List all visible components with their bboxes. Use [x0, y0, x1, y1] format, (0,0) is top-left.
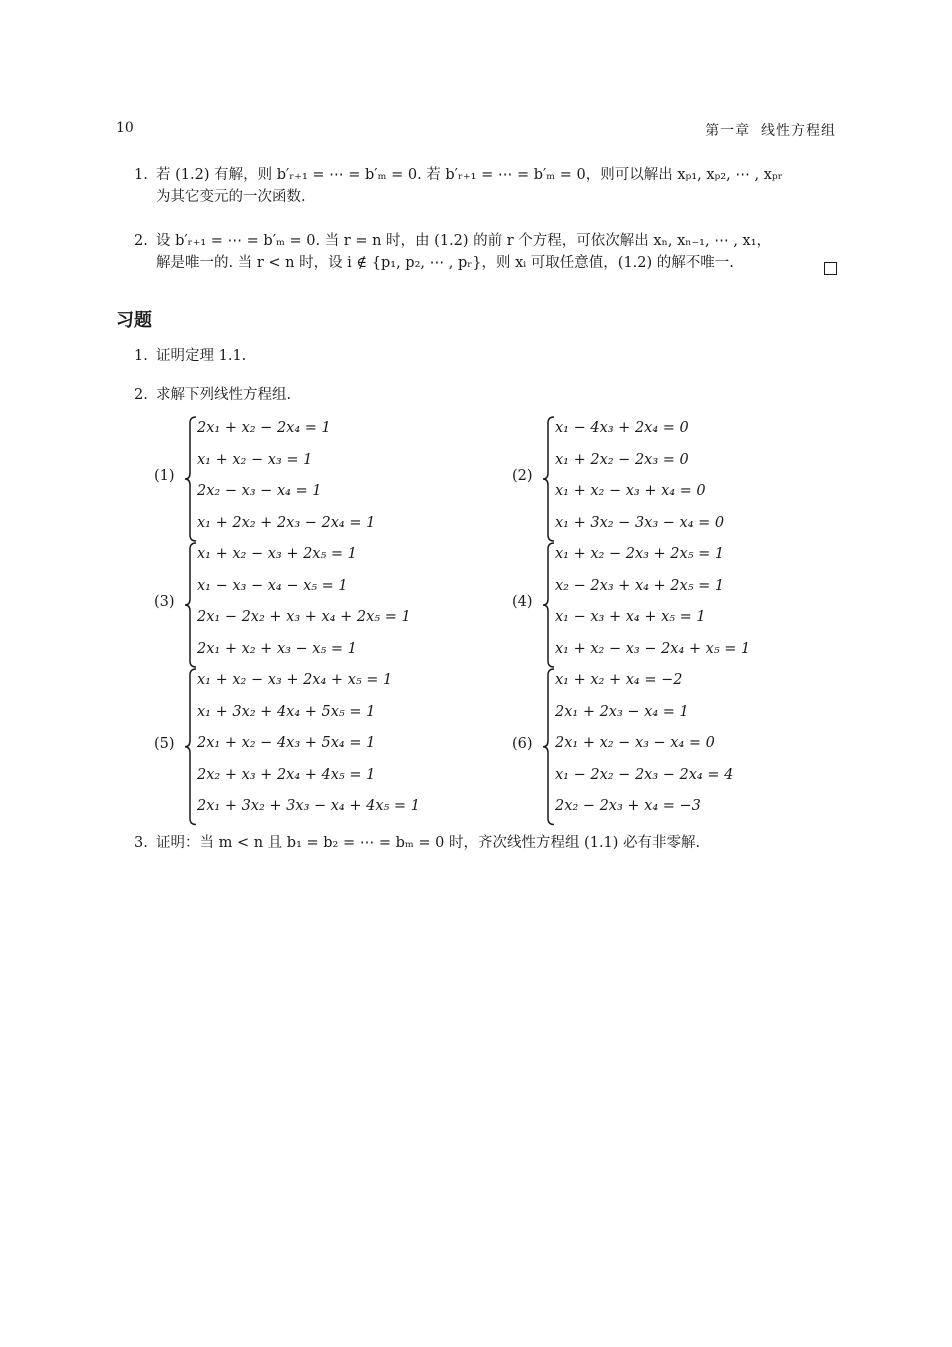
- equation: 2x₂ − x₃ − x₄ = 1: [197, 483, 322, 499]
- system-label: (2): [512, 468, 533, 484]
- equation: 2x₁ + x₂ − 2x₄ = 1: [197, 420, 331, 436]
- proof-item-2: [134, 230, 771, 274]
- system-label: (4): [512, 594, 533, 610]
- equation: x₁ + 3x₂ + 4x₄ + 5x₅ = 1: [197, 703, 376, 720]
- equation: x₁ − x₃ + x₄ + x₅ = 1: [555, 609, 706, 625]
- exercise-item-3: [134, 832, 700, 854]
- equation: x₁ − 4x₃ + 2x₄ = 0: [555, 420, 689, 436]
- equation: 2x₁ + x₂ + x₃ − x₅ = 1: [197, 640, 357, 657]
- exercise-number: 1.: [134, 348, 148, 364]
- proof-item-number: 1.: [134, 167, 148, 183]
- exercises-title: 习题: [116, 310, 152, 331]
- exercise-text: 求解下列线性方程组.: [156, 387, 292, 403]
- equation: x₁ + 2x₂ − 2x₃ = 0: [555, 451, 689, 468]
- proof-item-number: 2.: [134, 233, 148, 249]
- equation: 2x₁ + 2x₃ − x₄ = 1: [555, 703, 689, 720]
- equation: x₁ − x₃ − x₄ − x₅ = 1: [197, 577, 348, 594]
- equation: x₁ + x₂ − x₃ + x₄ = 0: [555, 483, 706, 499]
- exercise-text: 证明：当 m < n 且 b₁ = b₂ = ⋯ = bₘ = 0 时，齐次线性方程组 (1.1) 必有非零解.: [156, 835, 701, 851]
- equation: x₁ + x₂ − x₃ + 2x₅ = 1: [197, 546, 357, 562]
- proof-item-line: 为其它变元的一次函数.: [156, 189, 306, 205]
- equation: 2x₂ − 2x₃ + x₄ = −3: [555, 798, 701, 814]
- running-header: 第一章 线性方程组: [705, 123, 836, 139]
- equation: x₁ + x₂ − x₃ + 2x₄ + x₅ = 1: [197, 672, 393, 688]
- equation: x₁ + x₂ − x₃ − 2x₄ + x₅ = 1: [555, 640, 751, 657]
- equation: x₁ + 3x₂ − 3x₃ − x₄ = 0: [555, 514, 725, 531]
- equation: 2x₁ + 3x₂ + 3x₃ − x₄ + 4x₅ = 1: [197, 798, 420, 814]
- exercise-number: 3.: [134, 835, 148, 851]
- equation: x₁ − 2x₂ − 2x₃ − 2x₄ = 4: [555, 766, 734, 783]
- left-brace-icon: [542, 416, 556, 542]
- page-number: 10: [116, 120, 134, 136]
- proof-item-1: [134, 164, 783, 208]
- equation: x₁ + x₂ − x₃ = 1: [197, 451, 313, 468]
- proof-item-line: 若 (1.2) 有解，则 b′ᵣ₊₁ = ⋯ = b′ₘ = 0. 若 b′ᵣ₊₁ = ⋯ = b′ₘ = 0，则可以解出 xₚ₁, xₚ₂, ⋯ , xₚᵣ: [156, 167, 783, 183]
- equation: 2x₁ − 2x₂ + x₃ + x₄ + 2x₅ = 1: [197, 609, 411, 625]
- equation: x₁ + 2x₂ + 2x₃ − 2x₄ = 1: [197, 514, 376, 531]
- exercise-item-2: [134, 384, 291, 406]
- exercise-number: 2.: [134, 387, 148, 403]
- equation: x₁ + x₂ + x₄ = −2: [555, 672, 683, 688]
- exercise-text: 证明定理 1.1.: [156, 348, 247, 364]
- equation: 2x₁ + x₂ − x₃ − x₄ = 0: [555, 735, 715, 751]
- left-brace-icon: [542, 542, 556, 668]
- proof-item-line: 解是唯一的. 当 r < n 时，设 i ∉ {p₁, p₂, ⋯ , pᵣ}，则 xᵢ 可取任意值，(1.2) 的解不唯一.: [156, 255, 734, 271]
- proof-item-line: 设 b′ᵣ₊₁ = ⋯ = b′ₘ = 0. 当 r = n 时，由 (1.2) 的前 r 个方程，可依次解出 xₙ, xₙ₋₁, ⋯ , x₁，: [156, 233, 772, 249]
- system-label: (5): [154, 735, 175, 752]
- system-label: (3): [154, 594, 175, 610]
- qed-square-icon: [824, 262, 837, 275]
- equation: 2x₂ + x₃ + 2x₄ + 4x₅ = 1: [197, 766, 376, 783]
- left-brace-icon: [184, 542, 198, 668]
- left-brace-icon: [184, 668, 198, 826]
- left-brace-icon: [542, 668, 556, 826]
- equation: x₁ + x₂ − 2x₃ + 2x₅ = 1: [555, 546, 725, 562]
- equation: 2x₁ + x₂ − 4x₃ + 5x₄ = 1: [197, 735, 376, 751]
- equation: x₂ − 2x₃ + x₄ + 2x₅ = 1: [555, 577, 725, 594]
- system-label: (6): [512, 735, 533, 752]
- system-label: (1): [154, 468, 175, 484]
- left-brace-icon: [184, 416, 198, 542]
- exercise-item-1: [134, 345, 246, 367]
